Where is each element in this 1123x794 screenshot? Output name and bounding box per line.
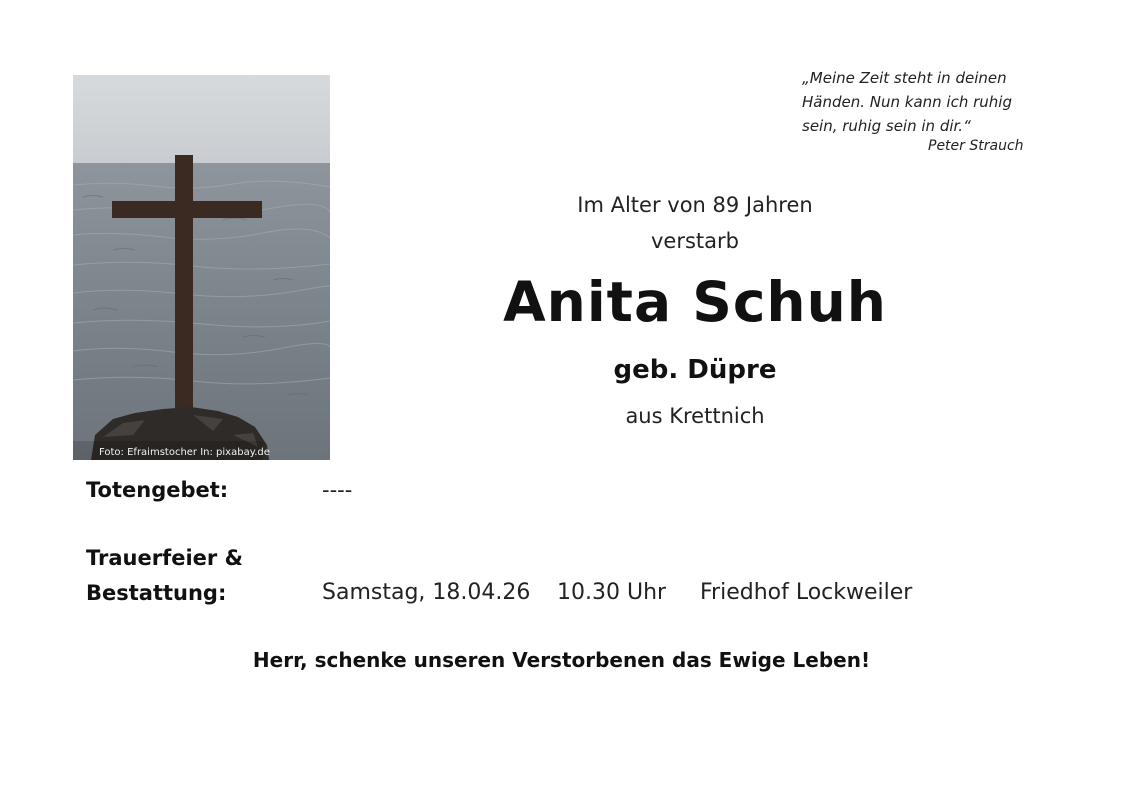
- birth-name: geb. Düpre: [613, 355, 777, 385]
- prayer-value: ----: [322, 478, 353, 502]
- prayer-label: Totengebet:: [86, 478, 229, 502]
- quote-line: „Meine Zeit steht in deinen: [802, 69, 1007, 87]
- death-verb: verstarb: [651, 229, 739, 253]
- funeral-date: Samstag, 18.04.26: [322, 580, 531, 605]
- funeral-place: Friedhof Lockweiler: [700, 580, 913, 605]
- bible-quote: [802, 66, 1062, 138]
- cross-photo: [73, 75, 330, 460]
- deceased-name: Anita Schuh: [503, 270, 887, 334]
- closing-prayer: Herr, schenke unseren Verstorbenen das Ewige Leben!: [252, 648, 871, 672]
- cross-post: [175, 155, 193, 415]
- origin: aus Krettnich: [625, 404, 765, 428]
- quote-author: Peter Strauch: [928, 138, 1024, 154]
- quote-line: Händen. Nun kann ich ruhig: [802, 93, 1012, 111]
- cross-by-sea-image: [73, 75, 330, 460]
- funeral-time: 10.30 Uhr: [557, 580, 667, 605]
- funeral-label-line2: Bestattung:: [86, 581, 227, 605]
- funeral-label-line1: Trauerfeier &: [86, 546, 243, 570]
- age-line: Im Alter von 89 Jahren: [577, 193, 813, 217]
- photo-credit: Foto: Efraimstocher In: pixabay.de: [99, 447, 270, 458]
- cross-beam: [112, 201, 262, 218]
- quote-line: sein, ruhig sein in dir.“: [802, 117, 971, 135]
